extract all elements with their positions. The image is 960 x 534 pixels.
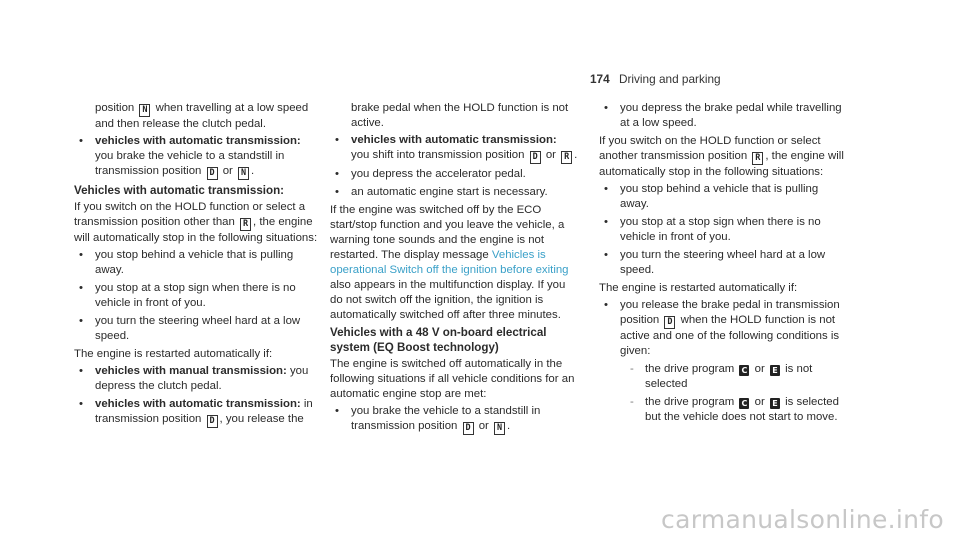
text: . [251, 165, 255, 177]
gear-r-icon: R [752, 152, 763, 165]
paragraph [74, 101, 322, 132]
text: If the engine was switched off by the ECO start/stop function and you leave the vehicle, a warning tone sounds and the engine is not restarted. The display message [330, 204, 565, 261]
bullet-list [74, 248, 322, 344]
gear-d-icon: D [530, 151, 541, 164]
paragraph: brake pedal when the HOLD function is not active. [351, 102, 569, 129]
list-item: • you turn the steering wheel hard at a low speed. [74, 314, 322, 344]
paragraph [74, 200, 322, 246]
text: , the engine will automatically stop in the following situations: [599, 150, 844, 178]
drive-program-c-icon: C [739, 398, 749, 409]
bullet-list [599, 298, 847, 359]
text: position [95, 102, 135, 114]
text: or [754, 363, 765, 375]
list-item [330, 404, 578, 435]
text: If you switch on the HOLD function or select a transmission position other than [74, 201, 306, 228]
text: or [222, 165, 233, 177]
text: is selected but the vehicle does not start to move. [645, 396, 839, 423]
text: you shift into transmission position [351, 149, 525, 161]
list-item: • you stop behind a vehicle that is pulling away. [599, 182, 847, 212]
list-item: • you stop at a stop sign when there is no vehicle in front of you. [74, 281, 322, 311]
list-item: • you depress the brake pedal while travelling at a low speed. [599, 101, 847, 131]
bullet-list [74, 364, 322, 428]
bold-label: vehicles with manual transmission: [95, 365, 287, 377]
paragraph [599, 134, 847, 180]
watermark: carmanualsonline.info [661, 505, 944, 534]
text: you brake the vehicle to a standstill in transmission position [95, 150, 285, 177]
paragraph [330, 203, 578, 323]
paragraph: The engine is restarted automatically if: [74, 348, 273, 360]
gear-d-icon: D [207, 167, 218, 180]
text: you brake the vehicle to a standstill in transmission position [351, 405, 541, 432]
list-item [74, 397, 322, 428]
text: or [478, 420, 489, 432]
section-heading: Vehicles with a 48 V on-board electrical system (EQ Boost technology) [330, 326, 547, 354]
list-item: • you turn the steering wheel hard at a low speed. [599, 248, 847, 278]
text: . [507, 420, 511, 432]
bold-label: vehicles with automatic transmission: [95, 398, 301, 410]
list-item [330, 133, 578, 164]
text: or [754, 396, 765, 408]
text: , the engine will automatically stop in the following situations: [74, 216, 318, 244]
gear-d-icon: D [207, 415, 218, 428]
text: is not selected [645, 363, 813, 390]
gear-n-icon: N [238, 167, 249, 180]
text: you depress the clutch pedal. [95, 365, 309, 392]
list-item: • an automatic engine start is necessary. [330, 185, 578, 200]
column-1 [74, 101, 322, 431]
bullet-list [599, 101, 847, 131]
drive-program-c-icon: C [739, 365, 749, 376]
section-heading: Vehicles with automatic transmission: [74, 184, 285, 197]
list-item [620, 362, 847, 392]
gear-d-icon: D [664, 316, 675, 329]
column-3 [599, 101, 847, 428]
bullet-list [599, 182, 847, 278]
paragraph: The engine is restarted automatically if: [599, 282, 798, 294]
text: in transmission position [95, 398, 313, 425]
bullet-list [330, 133, 578, 200]
gear-r-icon: R [240, 218, 251, 231]
gear-n-icon: N [139, 104, 150, 117]
list-item [599, 298, 847, 359]
page-header [590, 72, 721, 87]
list-item [620, 395, 847, 425]
drive-program-e-icon: E [770, 398, 780, 409]
gear-r-icon: R [561, 151, 572, 164]
page-number: 174 [590, 72, 610, 86]
text: or [545, 149, 556, 161]
text: when travelling at a low speed and then release the clutch pedal. [95, 102, 309, 130]
list-item: • you stop at a stop sign when there is no vehicle in front of you. [599, 215, 847, 245]
column-2 [330, 101, 578, 438]
bullet-list [74, 134, 322, 180]
list-item: • you depress the accelerator pedal. [330, 167, 578, 182]
drive-program-e-icon: E [770, 365, 780, 376]
text: the drive program [645, 396, 735, 408]
text: when the HOLD function is not active and one of the following conditions is given: [620, 314, 840, 357]
bullet-list [330, 404, 578, 435]
text: you release the brake pedal in transmission position [620, 299, 840, 326]
gear-d-icon: D [463, 422, 474, 435]
section-title: Driving and parking [618, 72, 721, 86]
dash-list [620, 362, 847, 425]
text: . [574, 149, 578, 161]
text: the drive program [645, 363, 735, 375]
text: If you switch on the HOLD function or select another transmission position [599, 135, 821, 162]
gear-n-icon: N [494, 422, 505, 435]
list-item [74, 134, 322, 180]
text: also appears in the multifunction display. If you do not switch off the ignition, the ignition is automatically switched off after three minutes. [330, 279, 566, 321]
list-item: • you stop behind a vehicle that is pulling away. [74, 248, 322, 278]
list-item [74, 364, 322, 394]
display-message: Vehicles is operational Switch off the ignition before exiting [330, 249, 569, 276]
paragraph: The engine is switched off automatically in the following situations if all vehicle conditions for an automatic engine stop are met: [330, 358, 575, 400]
bold-label: vehicles with automatic transmission: [351, 134, 557, 146]
bold-label: vehicles with automatic transmission: [95, 135, 301, 147]
text: , you release the [219, 413, 304, 425]
